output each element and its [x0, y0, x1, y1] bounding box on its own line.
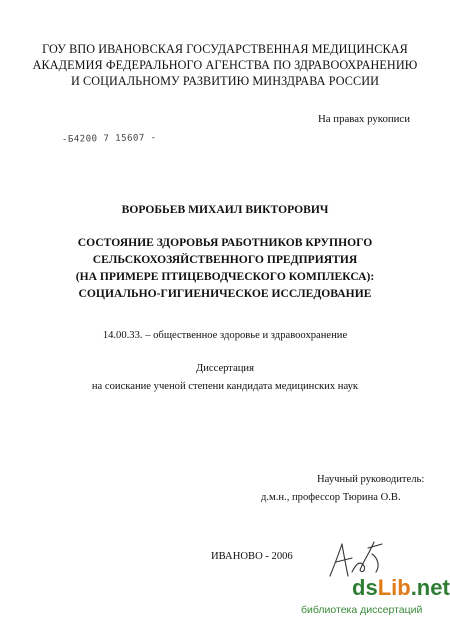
title-line-2: СЕЛЬСКОХОЗЯЙСТВЕННОГО ПРЕДПРИЯТИЯ [92, 253, 358, 266]
title-line-4: СОЦИАЛЬНО-ГИГИЕНИЧЕСКОЕ ИССЛЕДОВАНИЕ [78, 287, 372, 300]
dissertation-title [0, 234, 450, 302]
archive-stamp: -Б4200 7 15607 - [61, 133, 157, 145]
supervisor-name: д.м.н., профессор Тюрина О.В. [261, 492, 401, 503]
header-line-3: И СОЦИАЛЬНОМУ РАЗВИТИЮ МИНЗДРАВА РОССИИ [70, 74, 380, 88]
rights-note: На правах рукописи [318, 113, 410, 125]
dslib-subtitle: библиотека диссертаций [301, 604, 423, 616]
city-year: ИВАНОВО - 2006 [211, 551, 293, 562]
logo-lib: Lib [377, 575, 411, 600]
specialty-code: 14.00.33. – общественное здоровье и здравоохранение [102, 330, 348, 341]
supervisor-label: Научный руководитель: [317, 474, 425, 485]
header-line-2: АКАДЕМИЯ ФЕДЕРАЛЬНОГО АГЕНСТВА ПО ЗДРАВООХРАНЕНИЮ [32, 58, 418, 72]
document-type: Диссертация [196, 363, 254, 374]
title-line-1: СОСТОЯНИЕ ЗДОРОВЬЯ РАБОТНИКОВ КРУПНОГО [77, 236, 373, 249]
logo-net: .net [410, 575, 450, 600]
author-name: ВОРОБЬЕВ МИХАИЛ ВИКТОРОВИЧ [121, 203, 329, 216]
header-line-1: ГОУ ВПО ИВАНОВСКАЯ ГОСУДАРСТВЕННАЯ МЕДИЦИНСКАЯ [42, 42, 408, 56]
degree-sought: на соискание ученой степени кандидата медицинских наук [91, 381, 359, 392]
title-line-3: (НА ПРИМЕРЕ ПТИЦЕВОДЧЕСКОГО КОМПЛЕКСА): [75, 270, 375, 283]
dslib-logo [352, 575, 450, 601]
institution-header [0, 41, 450, 89]
logo-ds: ds [352, 575, 378, 600]
